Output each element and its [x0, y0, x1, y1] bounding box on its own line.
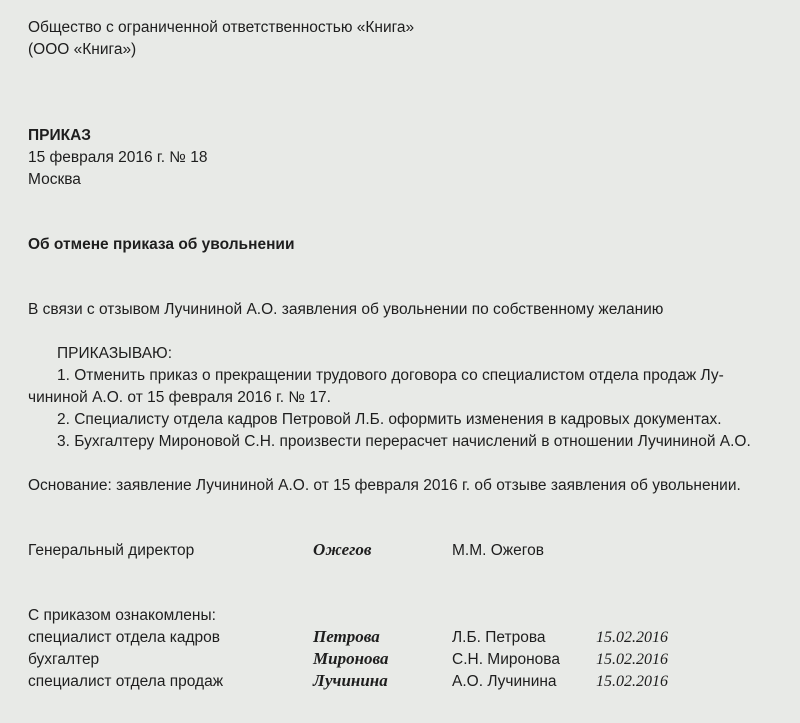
- ack-row-name: Л.Б. Петрова: [452, 629, 546, 646]
- acknowledgement-heading: С приказом ознакомлены:: [28, 607, 216, 624]
- ack-row-date: 15.02.2016: [596, 651, 668, 668]
- order-item-3: 3. Бухгалтеру Мироновой С.Н. произвести перерасчет начислений в отношении Лучининой А.О.: [57, 433, 751, 450]
- document-subject: Об отмене приказа об увольнении: [28, 236, 295, 253]
- ack-row-date: 15.02.2016: [596, 673, 668, 690]
- intro-paragraph: В связи с отзывом Лучининой А.О. заявления об увольнении по собственному желанию: [28, 301, 664, 318]
- document-city: Москва: [28, 171, 81, 188]
- ack-row-position: бухгалтер: [28, 651, 100, 668]
- organization-short-name: (ООО «Книга»): [28, 41, 137, 58]
- ack-row-signature: Миронова: [313, 649, 389, 668]
- document-title: ПРИКАЗ: [28, 127, 91, 144]
- command-word: ПРИКАЗЫВАЮ:: [57, 345, 173, 362]
- ack-row-name: С.Н. Миронова: [452, 651, 560, 668]
- basis-paragraph: Основание: заявление Лучининой А.О. от 15 февраля 2016 г. об отзыве заявления об увольнении.: [28, 477, 741, 494]
- ack-row-signature: Лучинина: [313, 671, 388, 690]
- director-position: Генеральный директор: [28, 542, 195, 559]
- director-name: М.М. Ожегов: [452, 542, 544, 559]
- director-signature: Ожегов: [313, 540, 372, 559]
- order-item-2: 2. Специалисту отдела кадров Петровой Л.Б. оформить изменения в кадровых документах.: [57, 411, 722, 428]
- order-item-1: 1. Отменить приказ о прекращении трудового договора со специалистом отдела продаж Лу-: [57, 367, 724, 384]
- ack-row-name: А.О. Лучинина: [452, 673, 557, 690]
- ack-row-position: специалист отдела продаж: [28, 673, 224, 690]
- document-date-number: 15 февраля 2016 г. № 18: [28, 149, 208, 166]
- ack-row-signature: Петрова: [313, 627, 380, 646]
- organization-full-name: Общество с ограниченной ответственностью «Книга»: [28, 19, 415, 36]
- ack-row-position: специалист отдела кадров: [28, 629, 221, 646]
- ack-row-date: 15.02.2016: [596, 629, 668, 646]
- order-item-1-continuation: чининой А.О. от 15 февраля 2016 г. № 17.: [28, 389, 331, 406]
